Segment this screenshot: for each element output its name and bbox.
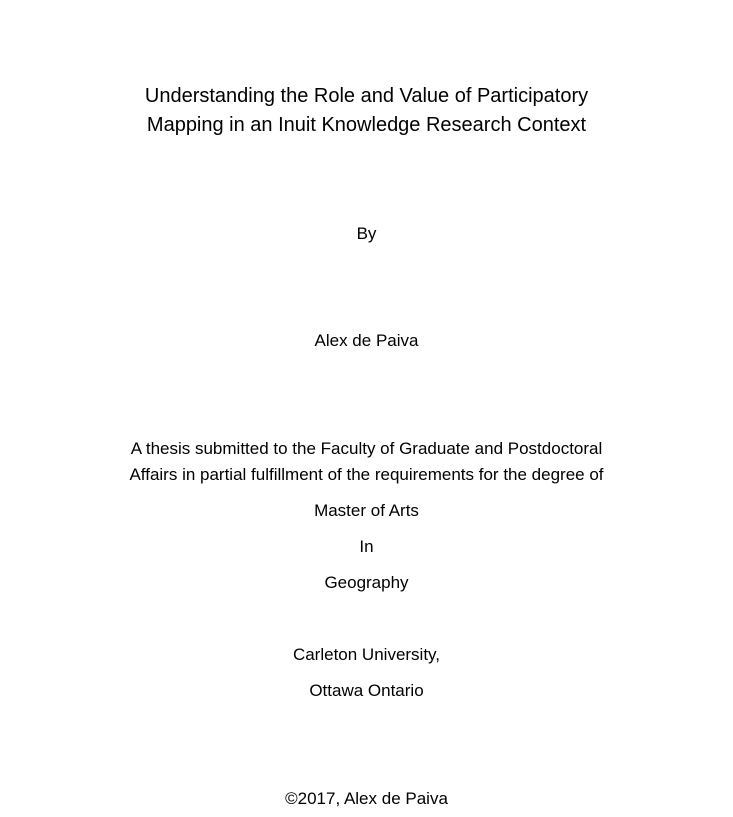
by-label: By <box>356 224 377 243</box>
thesis-title-line-1: Understanding the Role and Value of Participatory <box>144 85 589 107</box>
thesis-title-line-2: Mapping in an Inuit Knowledge Research Context <box>146 114 587 136</box>
discipline-name: Geography <box>324 573 409 592</box>
copyright-notice: ©2017, Alex de Paiva <box>285 789 448 808</box>
degree-name: Master of Arts <box>314 501 419 520</box>
author-name: Alex de Paiva <box>314 331 419 350</box>
submission-statement-line-1: A thesis submitted to the Faculty of Graduate and Postdoctoral <box>130 439 603 458</box>
university-location: Ottawa Ontario <box>309 681 424 700</box>
in-label: In <box>359 537 374 556</box>
university-name: Carleton University, <box>292 645 441 664</box>
submission-statement-line-2: Affairs in partial fulfillment of the requirements for the degree of <box>129 465 604 484</box>
